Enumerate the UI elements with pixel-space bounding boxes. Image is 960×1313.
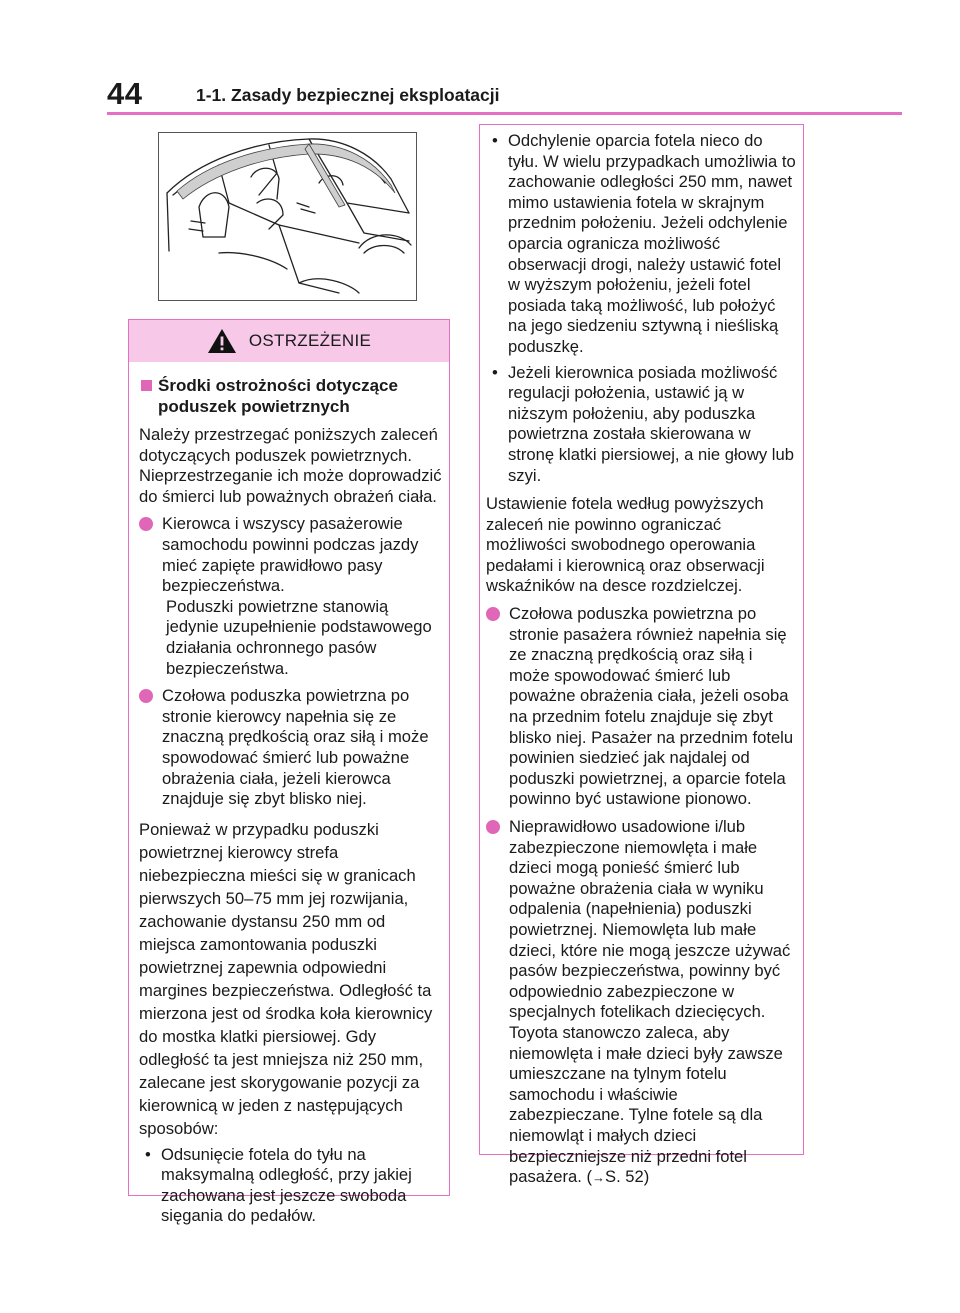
circle-bullet-icon	[139, 517, 153, 531]
header-divider	[107, 112, 902, 115]
bullet-item	[486, 363, 797, 487]
square-bullet-icon	[141, 380, 152, 391]
item-text: Czołowa poduszka powietrzna po stronie pasażera również napełnia się ze znaczną prędkością oraz siłą i może spowodować śmierć lub poważne obrażenia ciała, jeżeli osoba na przednim fotelu znajduje się zbyt blisko niej. Pasażer na przednim fotelu powinien siedzieć jak najdalej od poduszki powietrznej, a oparcie fotela powinno być ustawione pionowo.	[509, 604, 794, 809]
item-text: Czołowa poduszka powietrzna po stronie kierowcy napełnia się ze znaczną prędkością oraz siłą i może spowodować śmierć lub poważne obrażenia ciała, jeżeli kierowca znajduje się zbyt blisko niej.	[162, 686, 429, 809]
warning-triangle-icon	[207, 328, 237, 354]
bullet-text: Odsunięcie fotela do tyłu na maksymalną odległość, przy jakiej zachowana jest jeszcze swoboda sięgania do pedałów.	[161, 1144, 412, 1226]
circle-bullet-icon	[486, 607, 500, 621]
list-item	[139, 514, 443, 679]
bullet-item	[486, 131, 797, 358]
car-airbag-figure	[158, 132, 417, 301]
page-header	[0, 0, 960, 118]
item-text: Kierowca i wszyscy pasażerowie samochodu powinni podczas jazdy mieć zapięte prawidłowo pasy bezpieczeństwa.	[162, 514, 419, 596]
item-subtext: Poduszki powietrzne stanowią jedynie uzupełnienie podstawowego działania ochronnego pasów bezpieczeństwa.	[166, 596, 432, 678]
circle-bullet-icon	[486, 820, 500, 834]
bullet-text: Jeżeli kierownica posiada możliwość regulacji położenia, ustawić ją w niższym położeniu, aby poduszka powietrzna została skierowana w stronę klatki piersiowej, a nie głowy lub szyi.	[508, 362, 794, 485]
warning-heading-text: Środki ostrożności dotyczące poduszek powietrznych	[158, 376, 398, 416]
item-text-body: Nieprawidłowo usadowione i/lub zabezpieczone niemowlęta i małe dzieci mogą ponieść śmierć lub poważne obrażenia ciała w wyniku odpalenia (napełnienia) poduszki powietrznej. Niemowlęta lub małe dzieci, które nie mogą jeszcze używać pasów bezpieczeństwa, powinny być odpowiednio zabezpieczone w specjalnych fotelikach dziecięcych. Toyota stanowczo zaleca, aby niemowlęta i małe dzieci były zawsze umieszczane na tylnym fotelu samochodu i właściwie zabezpieczane. Tylne fotele są dla niemowląt i małych dzieci bezpieczniejsze niż przedni fotel pasażera.	[509, 817, 791, 1187]
warning-heading	[139, 376, 443, 417]
list-item	[139, 686, 443, 810]
list-item	[486, 604, 797, 810]
paragraph: Ponieważ w przypadku poduszki powietrznej kierowcy strefa niebezpieczna mieści się w granicach pierwszych 50–75 mm jej rozwijania, zachowanie dystansu 250 mm od miejsca zamontowania poduszki powietrznej zapewnia odpowiedni margines bezpieczeństwa. Odległość ta mierzona jest od środka koła kierownicy do mostka klatki piersiowej. Gdy odległość ta jest mniejsza niż 250 mm, zalecane jest skorygowanie pozycji za kierownicą w jeden z następujących sposobów:	[139, 819, 433, 1138]
warning-intro: Należy przestrzegać poniższych zaleceń dotyczących poduszek powietrznych. Nieprzestrzeganie ich może doprowadzić do śmierci lub poważnych obrażeń ciała.	[139, 425, 442, 506]
warning-box	[128, 319, 450, 1226]
bullet-icon: •	[492, 131, 498, 150]
bullet-text: Odchylenie oparcia fotela nieco do tyłu. W wielu przypadkach umożliwia to zachowanie odległości 250 mm, nawet mimo ustawienia fotela w skrajnym przednim położeniu. Jeżeli odchylenie oparcia ogranicza możliwość obserwacji drogi, należy ustawić fotel w wyższym położeniu, jeżeli fotel posiada taką możliwość, lub położyć na jego siedzeniu sztywną i nieśliską poduszkę.	[508, 131, 796, 356]
paragraph: Ustawienie fotela według powyższych zaleceń nie powinno ograniczać możliwości swobodnego operowania pedałami i kierownicą oraz obserwacji wskaźników na desce rozdzielczej.	[486, 494, 765, 596]
circle-bullet-icon	[139, 689, 153, 703]
page-number: 44	[107, 76, 143, 111]
warning-title: OSTRZEŻENIE	[248, 331, 372, 350]
car-curtain-airbag-icon	[159, 133, 416, 300]
bullet-icon: •	[492, 362, 498, 382]
arrow-right-icon: →	[592, 1170, 606, 1186]
page-reference-link[interactable]: S. 52	[605, 1167, 644, 1187]
warning-header	[129, 320, 449, 362]
list-item	[486, 817, 797, 1189]
section-title: 1-1. Zasady bezpiecznej eksploatacji	[196, 85, 500, 105]
item-text: Nieprawidłowo usadowione i/lub zabezpieczone niemowlęta i małe dzieci mogą ponieść śmierć lub poważne obrażenia ciała w wyniku odpalenia (napełnienia) poduszki powietrznej. Niemowlęta lub małe dzieci, które nie mogą jeszcze używać pasów bezpieczeństwa, powinny być odpowiednio zabezpieczone w specjalnych fotelikach dziecięcych. Toyota stanowczo zaleca, aby niemowlęta i małe dzieci były zawsze umieszczane na tylnym fotelu samochodu i właściwie zabezpieczane. Tylne fotele są dla niemowląt i małych dzieci bezpieczniejsze niż przedni fotel pasażera. (→S. 52)	[509, 817, 791, 1187]
bullet-icon: •	[145, 1144, 151, 1164]
bullet-item	[139, 1145, 443, 1227]
warning-box-continued	[479, 124, 804, 1187]
